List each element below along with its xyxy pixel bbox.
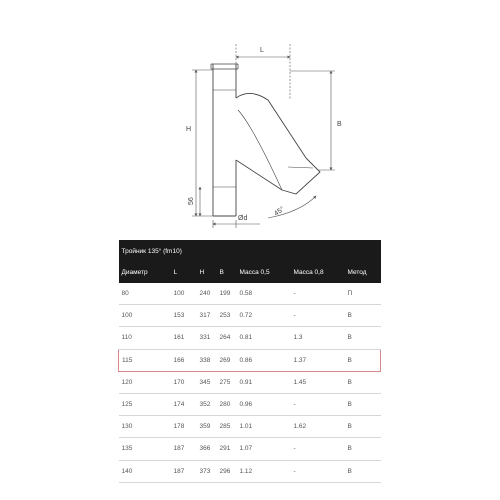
table-cell: 1.45: [291, 371, 345, 393]
table-cell: 264: [217, 327, 237, 349]
table-cell: 331: [197, 327, 217, 349]
table-cell: -: [291, 305, 345, 327]
table-row: [119, 416, 381, 438]
table-cell: 153: [171, 305, 197, 327]
table-row: [119, 305, 381, 327]
table-cell: 187: [171, 460, 197, 482]
label-angle: 45°: [273, 205, 286, 218]
table-header-row: [119, 262, 381, 283]
table-cell: 120: [119, 371, 171, 393]
table-cell: 291: [217, 438, 237, 460]
table-title-row: [119, 240, 381, 262]
table-cell: 178: [171, 416, 197, 438]
tee-body: [211, 64, 320, 216]
table-cell: -: [291, 460, 345, 482]
column-header: H: [197, 262, 217, 283]
table-cell: 170: [171, 371, 197, 393]
table-cell: 135: [119, 438, 171, 460]
column-header: B: [217, 262, 237, 283]
table-cell: П: [345, 283, 381, 305]
table-cell: В: [345, 416, 381, 438]
table-cell: В: [345, 438, 381, 460]
table-cell: 199: [217, 283, 237, 305]
table-cell: 0.72: [237, 305, 291, 327]
table-cell: 338: [197, 349, 217, 371]
table-cell: 1.37: [291, 349, 345, 371]
table-row: [119, 349, 381, 371]
table-body: [119, 283, 381, 482]
table-cell: 0.96: [237, 393, 291, 415]
label-H: H: [186, 126, 192, 133]
label-diameter: Ød: [238, 215, 248, 222]
table-cell: 1.01: [237, 416, 291, 438]
table-cell: 1.07: [237, 438, 291, 460]
table-cell: -: [291, 438, 345, 460]
table-cell: 0.81: [237, 327, 291, 349]
table-cell: В: [345, 327, 381, 349]
table-cell: 100: [171, 283, 197, 305]
table-cell: 125: [119, 393, 171, 415]
dimension-labels: [186, 47, 342, 222]
label-socket: 56: [188, 197, 195, 205]
table-cell: 373: [197, 460, 217, 482]
table-cell: 0.91: [237, 371, 291, 393]
table-row: [119, 438, 381, 460]
label-B: B: [337, 121, 342, 128]
table-cell: 280: [217, 393, 237, 415]
column-header: L: [171, 262, 197, 283]
table-cell: -: [291, 283, 345, 305]
table-cell: 174: [171, 393, 197, 415]
table-row: [119, 460, 381, 482]
column-header: Диаметр: [119, 262, 171, 283]
table-cell: 359: [197, 416, 217, 438]
tee-drawing: [0, 0, 500, 236]
table-cell: 110: [119, 327, 171, 349]
table-cell: 0.58: [237, 283, 291, 305]
table-row: [119, 327, 381, 349]
table-cell: 285: [217, 416, 237, 438]
table-row: [119, 393, 381, 415]
table-cell: В: [345, 349, 381, 371]
label-L: L: [260, 47, 264, 54]
table-cell: 140: [119, 460, 171, 482]
table-cell: 130: [119, 416, 171, 438]
table-cell: 366: [197, 438, 217, 460]
table-cell: В: [345, 393, 381, 415]
table-cell: -: [291, 393, 345, 415]
column-header: Масса 0,5: [237, 262, 291, 283]
table-cell: 80: [119, 283, 171, 305]
table-cell: В: [345, 460, 381, 482]
table-cell: 1.3: [291, 327, 345, 349]
table-cell: 253: [217, 305, 237, 327]
table-cell: 296: [217, 460, 237, 482]
spec-table: [118, 240, 381, 483]
table-row: [119, 371, 381, 393]
table-row: [119, 283, 381, 305]
column-header: Масса 0,8: [291, 262, 345, 283]
table-cell: 317: [197, 305, 217, 327]
table-cell: 166: [171, 349, 197, 371]
table-cell: 115: [119, 349, 171, 371]
table-cell: 100: [119, 305, 171, 327]
table-cell: 187: [171, 438, 197, 460]
table-cell: 269: [217, 349, 237, 371]
column-header: Метод: [345, 262, 381, 283]
table-cell: 1.62: [291, 416, 345, 438]
table-cell: 161: [171, 327, 197, 349]
table-cell: 345: [197, 371, 217, 393]
table-cell: 352: [197, 393, 217, 415]
table-cell: 275: [217, 371, 237, 393]
table-cell: 0.86: [237, 349, 291, 371]
table-cell: В: [345, 371, 381, 393]
table-cell: 240: [197, 283, 217, 305]
table-cell: В: [345, 305, 381, 327]
table-cell: 1.12: [237, 460, 291, 482]
table-title: Тройник 135° (fm10): [119, 240, 381, 262]
